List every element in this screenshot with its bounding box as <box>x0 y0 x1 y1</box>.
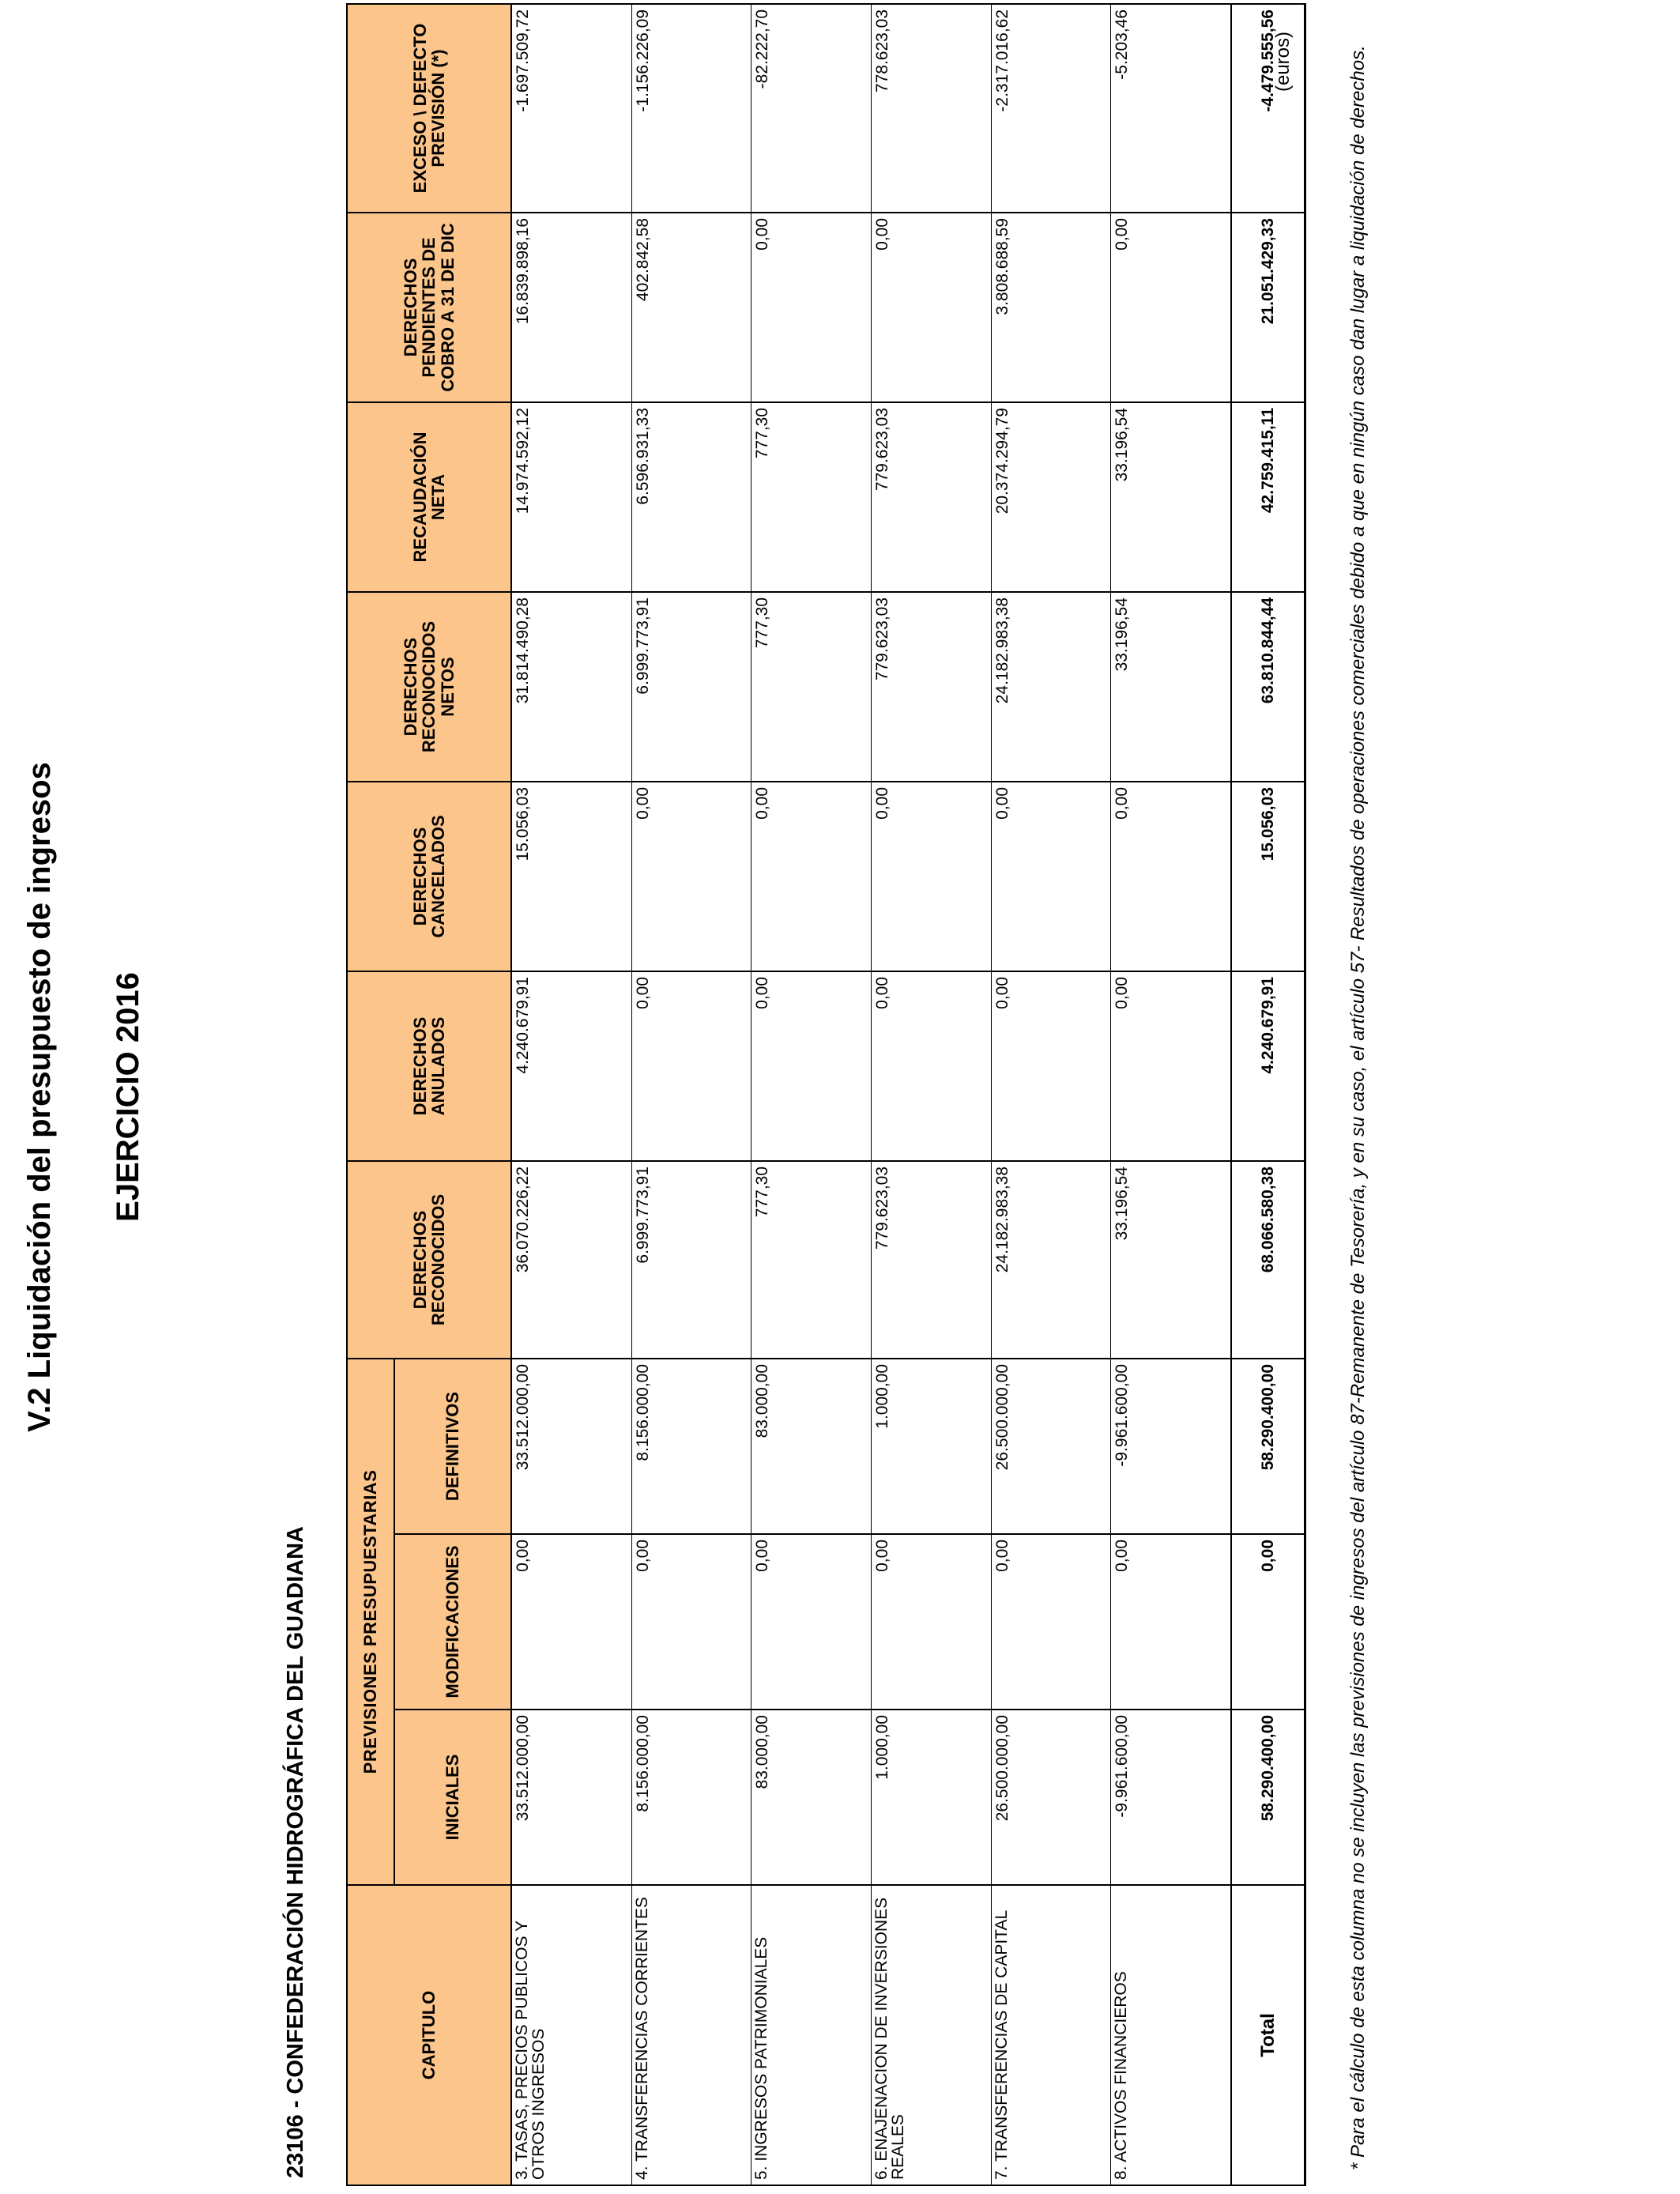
cell-pendientes: 0,00 <box>1111 213 1231 402</box>
cell-anulados: 0,00 <box>751 971 872 1161</box>
cell-exceso: -5.203,46 <box>1111 4 1231 213</box>
header-netos: DERECHOS RECONOCIDOS NETOS <box>347 592 511 782</box>
cell-netos: 33.196,54 <box>1111 592 1231 782</box>
table-body <box>511 4 1231 2185</box>
cell-netos: 779.623,03 <box>872 592 992 782</box>
cell-iniciales: 8.156.000,00 <box>631 1710 751 1885</box>
document-subtitle: EJERCICIO 2016 <box>111 972 145 1222</box>
cell-iniciales: 33.512.000,00 <box>511 1710 631 1885</box>
cell-pendientes: 3.808.688,59 <box>991 213 1111 402</box>
cell-modificaciones: 0,00 <box>872 1534 992 1710</box>
cell-capitulo: 4. TRANSFERENCIAS CORRIENTES <box>631 1885 751 2185</box>
table-row <box>631 4 751 2185</box>
cell-capitulo: 3. TASAS, PRECIOS PUBLICOS Y OTROS INGRESOS <box>511 1885 631 2185</box>
cell-anulados: 0,00 <box>1111 971 1231 1161</box>
units-label: (euros) <box>1272 31 1294 92</box>
table-row <box>751 4 872 2185</box>
cell-recaudacion: 33.196,54 <box>1111 402 1231 592</box>
cell-anulados: 0,00 <box>991 971 1111 1161</box>
total-modificaciones: 0,00 <box>1231 1534 1305 1710</box>
cell-recaudacion: 6.596.931,33 <box>631 402 751 592</box>
cell-reconocidos: 777,30 <box>751 1161 872 1359</box>
cell-cancelados: 15.056,03 <box>511 782 631 971</box>
table-row <box>511 4 631 2185</box>
cell-capitulo: 5. INGRESOS PATRIMONIALES <box>751 1885 872 2185</box>
header-iniciales: INICIALES <box>394 1710 511 1885</box>
cell-pendientes: 0,00 <box>872 213 992 402</box>
cell-pendientes: 402.842,58 <box>631 213 751 402</box>
cell-recaudacion: 14.974.592,12 <box>511 402 631 592</box>
header-definitivos: DEFINITIVOS <box>394 1359 511 1534</box>
cell-cancelados: 0,00 <box>1111 782 1231 971</box>
cell-exceso: 778.623,03 <box>872 4 992 213</box>
header-capitulo: CAPITULO <box>347 1885 511 2185</box>
cell-netos: 24.182.983,38 <box>991 592 1111 782</box>
cell-netos: 31.814.490,28 <box>511 592 631 782</box>
total-label: Total <box>1231 1885 1305 2185</box>
cell-recaudacion: 779.623,03 <box>872 402 992 592</box>
cell-anulados: 0,00 <box>631 971 751 1161</box>
cell-modificaciones: 0,00 <box>991 1534 1111 1710</box>
header-row-group <box>347 4 394 2185</box>
cell-modificaciones: 0,00 <box>631 1534 751 1710</box>
cell-capitulo: 8. ACTIVOS FINANCIEROS <box>1111 1885 1231 2185</box>
cell-definitivos: 83.000,00 <box>751 1359 872 1534</box>
cell-exceso: -1.697.509,72 <box>511 4 631 213</box>
cell-anulados: 4.240.679,91 <box>511 971 631 1161</box>
cell-definitivos: 1.000,00 <box>872 1359 992 1534</box>
total-pendientes: 21.051.429,33 <box>1231 213 1305 402</box>
total-anulados: 4.240.679,91 <box>1231 971 1305 1161</box>
cell-modificaciones: 0,00 <box>1111 1534 1231 1710</box>
cell-cancelados: 0,00 <box>991 782 1111 971</box>
header-anulados: DERECHOS ANULADOS <box>347 971 511 1161</box>
cell-exceso: -2.317.016,62 <box>991 4 1111 213</box>
cell-reconocidos: 779.623,03 <box>872 1161 992 1359</box>
table-row <box>991 4 1111 2185</box>
cell-reconocidos: 6.999.773,91 <box>631 1161 751 1359</box>
cell-anulados: 0,00 <box>872 971 992 1161</box>
total-row <box>1231 4 1305 2185</box>
cell-iniciales: 1.000,00 <box>872 1710 992 1885</box>
table-row <box>1111 4 1231 2185</box>
header-pendientes: DERECHOS PENDIENTES DE COBRO A 31 DE DIC <box>347 213 511 402</box>
cell-cancelados: 0,00 <box>751 782 872 971</box>
total-exceso: -4.479.555,56 <box>1231 4 1305 213</box>
header-cancelados: DERECHOS CANCELADOS <box>347 782 511 971</box>
cell-definitivos: 26.500.000,00 <box>991 1359 1111 1534</box>
cell-reconocidos: 24.182.983,38 <box>991 1161 1111 1359</box>
cell-definitivos: -9.961.600,00 <box>1111 1359 1231 1534</box>
cell-cancelados: 0,00 <box>631 782 751 971</box>
total-reconocidos: 68.066.580,38 <box>1231 1161 1305 1359</box>
cell-iniciales: 26.500.000,00 <box>991 1710 1111 1885</box>
cell-definitivos: 33.512.000,00 <box>511 1359 631 1534</box>
cell-capitulo: 7. TRANSFERENCIAS DE CAPITAL <box>991 1885 1111 2185</box>
table-row <box>872 4 992 2185</box>
cell-modificaciones: 0,00 <box>751 1534 872 1710</box>
total-definitivos: 58.290.400,00 <box>1231 1359 1305 1534</box>
entity-name: 23106 - CONFEDERACIÓN HIDROGRÁFICA DEL GUADIANA <box>283 1526 308 2178</box>
header-recaudacion: RECAUDACIÓN NETA <box>347 402 511 592</box>
cell-modificaciones: 0,00 <box>511 1534 631 1710</box>
cell-pendientes: 0,00 <box>751 213 872 402</box>
cell-netos: 777,30 <box>751 592 872 782</box>
total-netos: 63.810.844,44 <box>1231 592 1305 782</box>
header-reconocidos: DERECHOS RECONOCIDOS <box>347 1161 511 1359</box>
cell-cancelados: 0,00 <box>872 782 992 971</box>
document-title: V.2 Liquidación del presupuesto de ingresos <box>22 762 57 1432</box>
cell-recaudacion: 777,30 <box>751 402 872 592</box>
cell-pendientes: 16.839.898,16 <box>511 213 631 402</box>
total-recaudacion: 42.759.415,11 <box>1231 402 1305 592</box>
budget-liquidation-table <box>346 3 1306 2186</box>
cell-iniciales: -9.961.600,00 <box>1111 1710 1231 1885</box>
cell-definitivos: 8.156.000,00 <box>631 1359 751 1534</box>
cell-recaudacion: 20.374.294,79 <box>991 402 1111 592</box>
cell-exceso: -1.156.226,09 <box>631 4 751 213</box>
cell-reconocidos: 36.070.226,22 <box>511 1161 631 1359</box>
cell-iniciales: 83.000,00 <box>751 1710 872 1885</box>
footnote: * Para el cálculo de esta columna no se incluyen las previsiones de ingresos del artículo 87-Remanente de Tesorería, y en su caso, el artículo 57- Resultados de operaciones comerciales debido a que en ningún caso dan lugar a liquidación de derechos. <box>1347 45 1369 2170</box>
cell-reconocidos: 33.196,54 <box>1111 1161 1231 1359</box>
header-modificaciones: MODIFICACIONES <box>394 1534 511 1710</box>
cell-exceso: -82.222,70 <box>751 4 872 213</box>
header-exceso: EXCESO \ DEFECTO PREVISIÓN (*) <box>347 4 511 213</box>
total-cancelados: 15.056,03 <box>1231 782 1305 971</box>
header-previsiones-group: PREVISIONES PRESUPUESTARIAS <box>347 1359 394 1885</box>
cell-capitulo: 6. ENAJENACION DE INVERSIONES REALES <box>872 1885 992 2185</box>
total-iniciales: 58.290.400,00 <box>1231 1710 1305 1885</box>
cell-netos: 6.999.773,91 <box>631 592 751 782</box>
